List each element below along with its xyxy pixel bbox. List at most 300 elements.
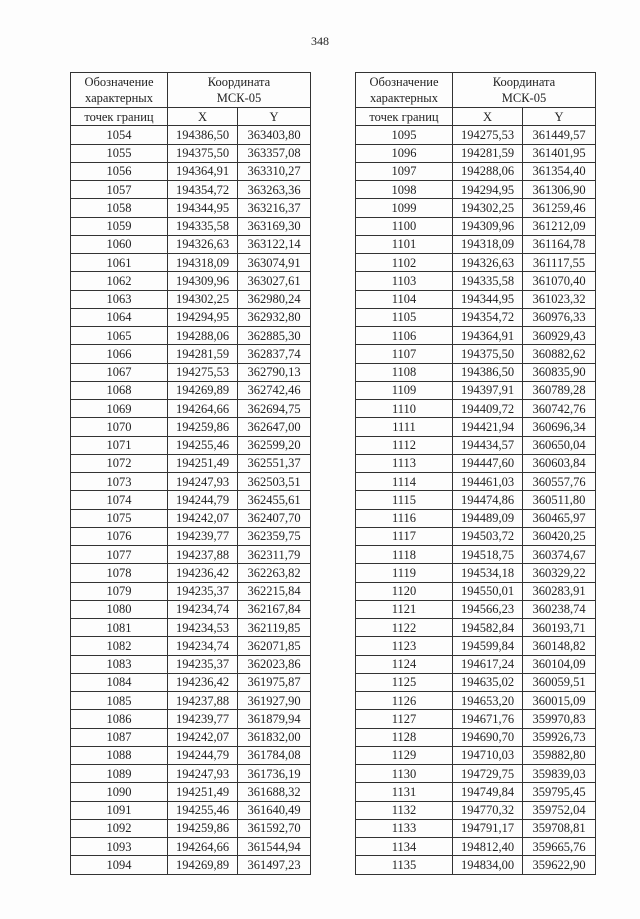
table-row [71,728,311,746]
table-row [71,746,311,764]
y-coordinate-cell: 359622,90 [523,856,596,874]
right-table-body [356,126,596,874]
y-coordinate-cell: 361975,87 [238,673,311,691]
table-row [71,126,311,144]
table-row [71,783,311,801]
x-coordinate-cell: 194434,57 [453,436,523,454]
point-number-cell: 1092 [71,819,168,837]
point-number-cell: 1064 [71,308,168,326]
table-row [356,345,596,363]
point-number-cell: 1099 [356,199,453,217]
y-coordinate-cell: 360557,76 [523,473,596,491]
point-number-cell: 1107 [356,345,453,363]
coordinate-header-line2: МСК-05 [216,91,262,105]
designation-header-line1: Обозначение [369,75,439,89]
x-coordinate-cell: 194255,46 [168,436,238,454]
table-row [356,564,596,582]
y-coordinate-cell: 361070,40 [523,272,596,290]
designation-header [71,73,168,108]
point-number-cell: 1130 [356,765,453,783]
y-coordinate-cell: 360511,80 [523,491,596,509]
table-row [71,619,311,637]
y-coordinate-cell: 360420,25 [523,527,596,545]
table-row [356,308,596,326]
point-number-cell: 1134 [356,838,453,856]
point-number-cell: 1094 [71,856,168,874]
table-row [356,181,596,199]
table-row [71,509,311,527]
x-coordinate-cell: 194582,84 [453,619,523,637]
table-row [356,290,596,308]
y-coordinate-cell: 362359,75 [238,527,311,545]
point-number-cell: 1070 [71,418,168,436]
x-coordinate-cell: 194710,03 [453,746,523,764]
y-coordinate-cell: 360283,91 [523,582,596,600]
x-coordinate-cell: 194447,60 [453,454,523,472]
x-coordinate-cell: 194729,75 [453,765,523,783]
table-row [356,838,596,856]
x-coordinate-cell: 194409,72 [453,400,523,418]
x-coordinate-cell: 194236,42 [168,564,238,582]
y-coordinate-cell: 363357,08 [238,144,311,162]
x-coordinate-cell: 194302,25 [453,199,523,217]
point-number-cell: 1097 [356,162,453,180]
point-number-cell: 1075 [71,509,168,527]
y-coordinate-cell: 362932,80 [238,308,311,326]
table-row [356,272,596,290]
table-row [356,655,596,673]
x-coordinate-cell: 194288,06 [453,162,523,180]
table-row [71,819,311,837]
y-coordinate-cell: 362263,82 [238,564,311,582]
y-coordinate-cell: 361497,23 [238,856,311,874]
x-coordinate-cell: 194503,72 [453,527,523,545]
designation-header-line2: характерных [85,91,153,105]
x-coordinate-cell: 194242,07 [168,728,238,746]
table-row [356,710,596,728]
table-row [356,801,596,819]
y-column-header: Y [523,108,596,126]
table-row [71,856,311,874]
y-coordinate-cell: 361354,40 [523,162,596,180]
x-coordinate-cell: 194294,95 [168,308,238,326]
point-number-cell: 1059 [71,217,168,235]
table-row [356,400,596,418]
point-number-cell: 1115 [356,491,453,509]
x-coordinate-cell: 194834,00 [453,856,523,874]
point-number-cell: 1125 [356,673,453,691]
x-coordinate-cell: 194489,09 [453,509,523,527]
x-coordinate-cell: 194247,93 [168,765,238,783]
x-coordinate-cell: 194234,74 [168,600,238,618]
y-coordinate-cell: 360976,33 [523,308,596,326]
y-coordinate-cell: 362407,70 [238,509,311,527]
y-coordinate-cell: 361212,09 [523,217,596,235]
table-row [71,491,311,509]
x-coordinate-cell: 194234,74 [168,637,238,655]
x-coordinate-cell: 194318,09 [168,254,238,272]
x-coordinate-cell: 194294,95 [453,181,523,199]
y-coordinate-cell: 359752,04 [523,801,596,819]
point-number-cell: 1081 [71,619,168,637]
table-row [71,710,311,728]
y-coordinate-cell: 359970,83 [523,710,596,728]
designation-header-line2: характерных [370,91,438,105]
y-coordinate-cell: 360929,43 [523,327,596,345]
table-row [356,327,596,345]
point-number-cell: 1093 [71,838,168,856]
y-coordinate-cell: 361879,94 [238,710,311,728]
y-coordinate-cell: 360238,74 [523,600,596,618]
point-number-cell: 1068 [71,381,168,399]
y-coordinate-cell: 362980,24 [238,290,311,308]
table-row [71,473,311,491]
y-coordinate-cell: 362790,13 [238,363,311,381]
point-number-cell: 1102 [356,254,453,272]
table-row [71,217,311,235]
table-row [71,400,311,418]
point-number-cell: 1086 [71,710,168,728]
x-coordinate-cell: 194749,84 [453,783,523,801]
x-column-header: X [453,108,523,126]
x-coordinate-cell: 194335,58 [453,272,523,290]
point-number-cell: 1091 [71,801,168,819]
table-row [71,162,311,180]
table-row [356,199,596,217]
x-coordinate-cell: 194770,32 [453,801,523,819]
x-coordinate-cell: 194397,91 [453,381,523,399]
table-row [356,819,596,837]
point-number-cell: 1112 [356,436,453,454]
y-coordinate-cell: 360104,09 [523,655,596,673]
table-row [356,856,596,874]
table-row [356,619,596,637]
table-row [71,692,311,710]
x-coordinate-cell: 194269,89 [168,381,238,399]
x-coordinate-cell: 194237,88 [168,546,238,564]
y-coordinate-cell: 360603,84 [523,454,596,472]
coordinate-header [453,73,596,108]
y-column-header: Y [238,108,311,126]
point-number-cell: 1072 [71,454,168,472]
point-number-cell: 1135 [356,856,453,874]
point-number-cell: 1066 [71,345,168,363]
point-number-cell: 1121 [356,600,453,618]
y-coordinate-cell: 362071,85 [238,637,311,655]
y-coordinate-cell: 362215,84 [238,582,311,600]
point-number-cell: 1110 [356,400,453,418]
table-row [356,527,596,545]
point-number-cell: 1106 [356,327,453,345]
point-number-cell: 1071 [71,436,168,454]
point-number-cell: 1078 [71,564,168,582]
table-row [71,600,311,618]
y-coordinate-cell: 362647,00 [238,418,311,436]
x-coordinate-cell: 194364,91 [168,162,238,180]
y-coordinate-cell: 360650,04 [523,436,596,454]
x-coordinate-cell: 194386,50 [168,126,238,144]
y-coordinate-cell: 361449,57 [523,126,596,144]
point-number-cell: 1056 [71,162,168,180]
table-row [356,436,596,454]
y-coordinate-cell: 363122,14 [238,235,311,253]
x-coordinate-cell: 194242,07 [168,509,238,527]
y-coordinate-cell: 360882,62 [523,345,596,363]
y-coordinate-cell: 361784,08 [238,746,311,764]
table-row [356,126,596,144]
table-row [356,728,596,746]
y-coordinate-cell: 362885,30 [238,327,311,345]
y-coordinate-cell: 363216,37 [238,199,311,217]
x-coordinate-cell: 194239,77 [168,527,238,545]
table-row [71,527,311,545]
table-row [71,381,311,399]
table-row [71,436,311,454]
x-coordinate-cell: 194235,37 [168,582,238,600]
point-number-cell: 1095 [356,126,453,144]
y-coordinate-cell: 363169,30 [238,217,311,235]
y-coordinate-cell: 361164,78 [523,235,596,253]
x-coordinate-cell: 194534,18 [453,564,523,582]
y-coordinate-cell: 361736,19 [238,765,311,783]
point-number-cell: 1123 [356,637,453,655]
table-row [356,363,596,381]
table-row [71,144,311,162]
point-number-cell: 1060 [71,235,168,253]
table-row [71,308,311,326]
x-coordinate-cell: 194375,50 [168,144,238,162]
x-coordinate-cell: 194244,79 [168,746,238,764]
y-coordinate-cell: 361640,49 [238,801,311,819]
table-row [71,838,311,856]
table-row [356,491,596,509]
point-number-cell: 1100 [356,217,453,235]
x-coordinate-cell: 194318,09 [453,235,523,253]
x-coordinate-cell: 194269,89 [168,856,238,874]
point-number-cell: 1109 [356,381,453,399]
table-row [356,637,596,655]
table-row [356,418,596,436]
left-table-body [71,126,311,874]
table-row [356,765,596,783]
point-number-cell: 1133 [356,819,453,837]
x-coordinate-cell: 194518,75 [453,546,523,564]
x-coordinate-cell: 194386,50 [453,363,523,381]
y-coordinate-cell: 362694,75 [238,400,311,418]
x-coordinate-cell: 194264,66 [168,400,238,418]
x-coordinate-cell: 194244,79 [168,491,238,509]
point-number-cell: 1101 [356,235,453,253]
table-row [356,673,596,691]
coordinates-table-right [355,72,596,875]
point-number-cell: 1104 [356,290,453,308]
point-number-cell: 1127 [356,710,453,728]
point-number-cell: 1054 [71,126,168,144]
x-coordinate-cell: 194275,53 [453,126,523,144]
y-coordinate-cell: 362837,74 [238,345,311,363]
point-number-cell: 1082 [71,637,168,655]
table-row [71,327,311,345]
x-coordinate-cell: 194421,94 [453,418,523,436]
table-row [71,345,311,363]
y-coordinate-cell: 359795,45 [523,783,596,801]
table-row [356,254,596,272]
coordinates-table-left [70,72,311,875]
y-coordinate-cell: 363403,80 [238,126,311,144]
x-coordinate-cell: 194255,46 [168,801,238,819]
point-number-cell: 1087 [71,728,168,746]
table-row [71,290,311,308]
table-row [356,546,596,564]
point-number-cell: 1058 [71,199,168,217]
x-coordinate-cell: 194599,84 [453,637,523,655]
designation-header-line1: Обозначение [84,75,154,89]
coordinate-header [168,73,311,108]
y-coordinate-cell: 360329,22 [523,564,596,582]
x-coordinate-cell: 194364,91 [453,327,523,345]
x-coordinate-cell: 194251,49 [168,454,238,472]
point-number-cell: 1103 [356,272,453,290]
x-coordinate-cell: 194251,49 [168,783,238,801]
point-number-cell: 1063 [71,290,168,308]
point-number-cell: 1079 [71,582,168,600]
y-coordinate-cell: 361401,95 [523,144,596,162]
designation-header-line3: точек границ [71,108,168,126]
point-number-cell: 1062 [71,272,168,290]
x-coordinate-cell: 194812,40 [453,838,523,856]
x-coordinate-cell: 194302,25 [168,290,238,308]
x-coordinate-cell: 194309,96 [168,272,238,290]
y-coordinate-cell: 362311,79 [238,546,311,564]
point-number-cell: 1080 [71,600,168,618]
x-coordinate-cell: 194474,86 [453,491,523,509]
x-coordinate-cell: 194335,58 [168,217,238,235]
point-number-cell: 1126 [356,692,453,710]
point-number-cell: 1119 [356,564,453,582]
y-coordinate-cell: 362503,51 [238,473,311,491]
point-number-cell: 1077 [71,546,168,564]
point-number-cell: 1105 [356,308,453,326]
y-coordinate-cell: 359839,03 [523,765,596,783]
point-number-cell: 1096 [356,144,453,162]
point-number-cell: 1116 [356,509,453,527]
table-row [356,600,596,618]
y-coordinate-cell: 360465,97 [523,509,596,527]
table-row [356,473,596,491]
x-coordinate-cell: 194326,63 [453,254,523,272]
table-row [356,582,596,600]
x-coordinate-cell: 194309,96 [453,217,523,235]
point-number-cell: 1111 [356,418,453,436]
x-coordinate-cell: 194326,63 [168,235,238,253]
point-number-cell: 1088 [71,746,168,764]
y-coordinate-cell: 360789,28 [523,381,596,399]
table-row [356,454,596,472]
table-row [71,655,311,673]
y-coordinate-cell: 361832,00 [238,728,311,746]
table-row [356,144,596,162]
y-coordinate-cell: 362599,20 [238,436,311,454]
x-coordinate-cell: 194237,88 [168,692,238,710]
x-coordinate-cell: 194344,95 [453,290,523,308]
point-number-cell: 1128 [356,728,453,746]
table-row [71,765,311,783]
x-coordinate-cell: 194550,01 [453,582,523,600]
x-coordinate-cell: 194275,53 [168,363,238,381]
table-row [71,363,311,381]
point-number-cell: 1108 [356,363,453,381]
y-coordinate-cell: 359665,76 [523,838,596,856]
point-number-cell: 1074 [71,491,168,509]
y-coordinate-cell: 362551,37 [238,454,311,472]
point-number-cell: 1067 [71,363,168,381]
y-coordinate-cell: 360835,90 [523,363,596,381]
x-coordinate-cell: 194247,93 [168,473,238,491]
coordinate-header-line2: МСК-05 [501,91,547,105]
table-row [356,381,596,399]
y-coordinate-cell: 363263,36 [238,181,311,199]
x-coordinate-cell: 194259,86 [168,819,238,837]
y-coordinate-cell: 363027,61 [238,272,311,290]
y-coordinate-cell: 359882,80 [523,746,596,764]
table-row [71,199,311,217]
table-row [71,582,311,600]
table-row [71,546,311,564]
point-number-cell: 1122 [356,619,453,637]
table-row [71,637,311,655]
table-row [71,254,311,272]
point-number-cell: 1124 [356,655,453,673]
point-number-cell: 1083 [71,655,168,673]
y-coordinate-cell: 361544,94 [238,838,311,856]
point-number-cell: 1073 [71,473,168,491]
y-coordinate-cell: 361023,32 [523,290,596,308]
table-row [71,272,311,290]
table-row [71,564,311,582]
point-number-cell: 1120 [356,582,453,600]
table-row [356,235,596,253]
x-coordinate-cell: 194566,23 [453,600,523,618]
designation-header-line3: точек границ [356,108,453,126]
y-coordinate-cell: 361117,55 [523,254,596,272]
x-coordinate-cell: 194264,66 [168,838,238,856]
x-coordinate-cell: 194671,76 [453,710,523,728]
y-coordinate-cell: 360374,67 [523,546,596,564]
coordinate-header-line1: Координата [207,75,271,89]
y-coordinate-cell: 361259,46 [523,199,596,217]
y-coordinate-cell: 360742,76 [523,400,596,418]
y-coordinate-cell: 360193,71 [523,619,596,637]
y-coordinate-cell: 360148,82 [523,637,596,655]
x-coordinate-cell: 194635,02 [453,673,523,691]
y-coordinate-cell: 362167,84 [238,600,311,618]
point-number-cell: 1090 [71,783,168,801]
y-coordinate-cell: 361927,90 [238,692,311,710]
x-column-header: X [168,108,238,126]
table-row [356,692,596,710]
point-number-cell: 1131 [356,783,453,801]
x-coordinate-cell: 194344,95 [168,199,238,217]
point-number-cell: 1132 [356,801,453,819]
page-number: 348 [311,34,329,48]
x-coordinate-cell: 194234,53 [168,619,238,637]
table-row [356,217,596,235]
point-number-cell: 1118 [356,546,453,564]
table-row [356,783,596,801]
coordinate-header-line1: Координата [492,75,556,89]
point-number-cell: 1055 [71,144,168,162]
x-coordinate-cell: 194617,24 [453,655,523,673]
